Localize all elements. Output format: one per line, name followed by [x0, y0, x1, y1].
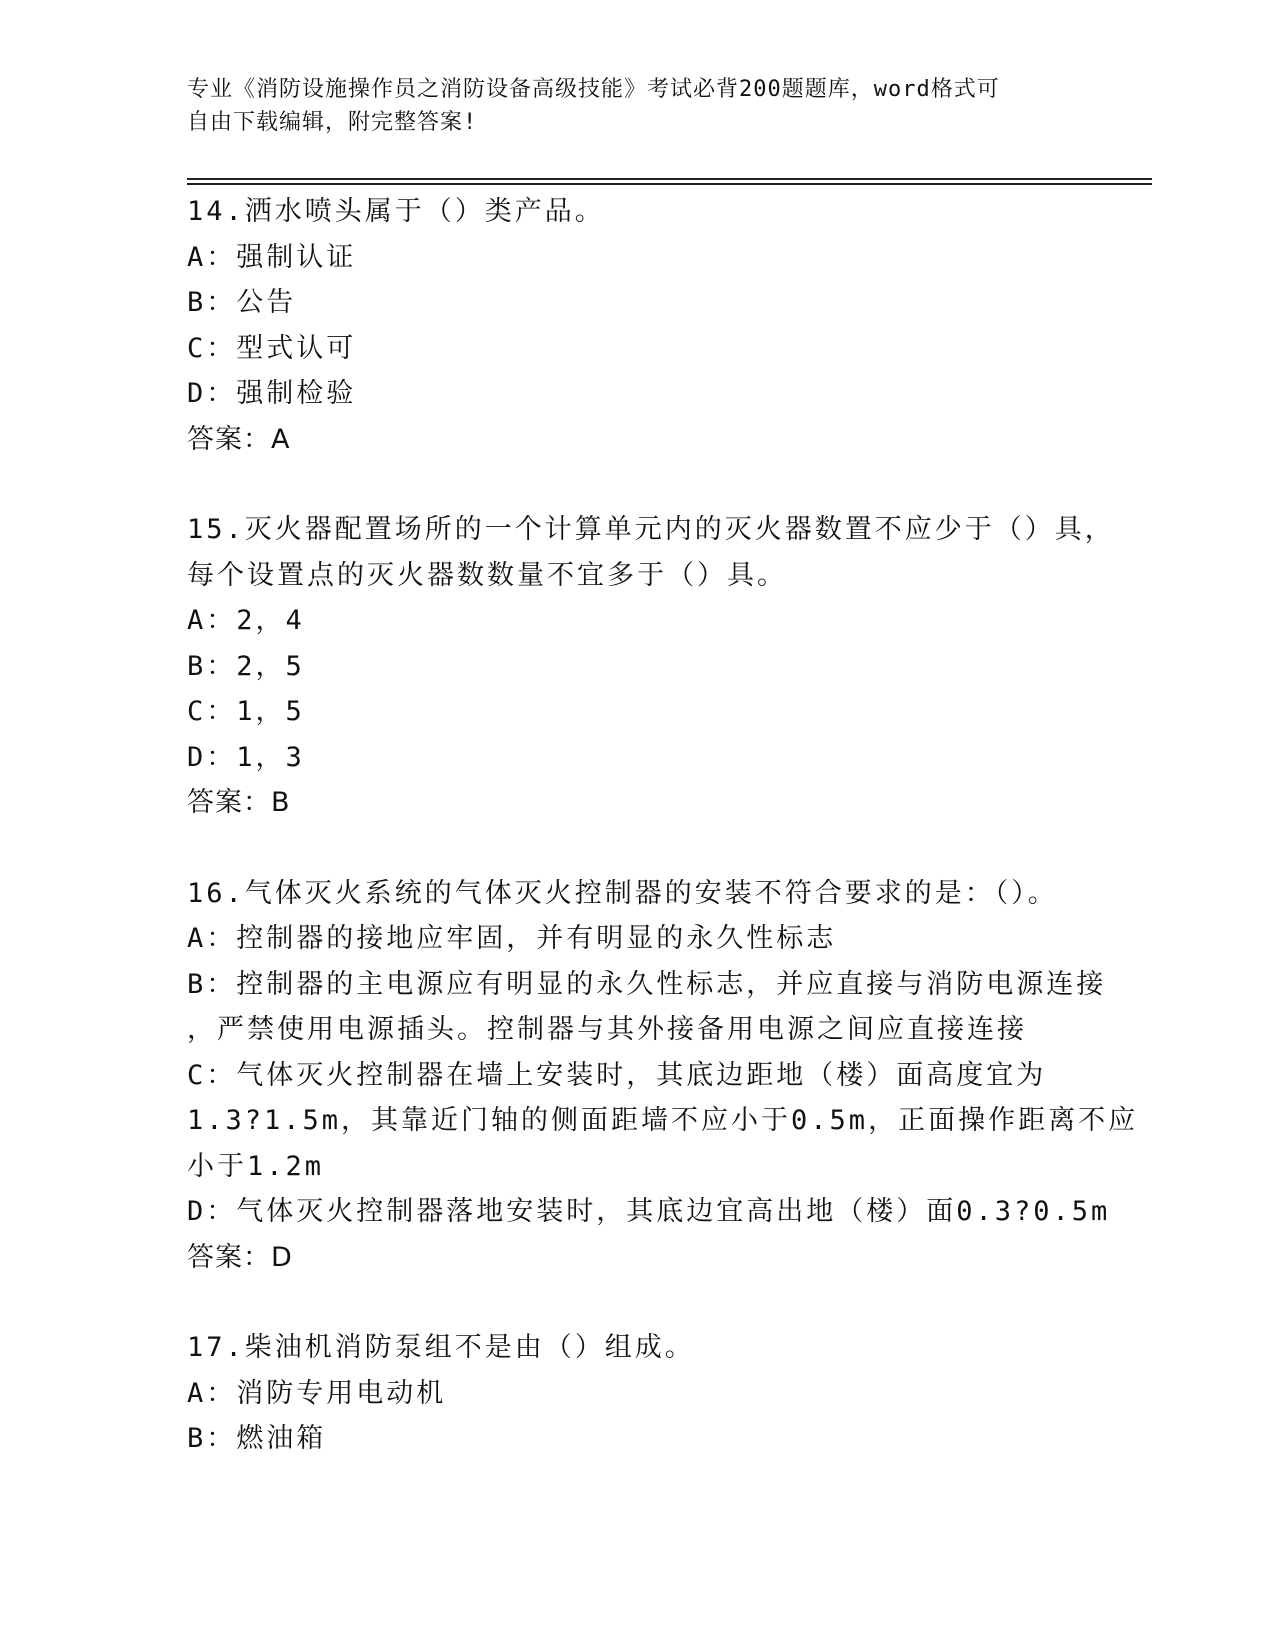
answer-option: C：1，5	[187, 696, 305, 727]
question-stem: 15.灭火器配置场所的一个计算单元内的灭火器数置不应少于（）具，	[187, 514, 1115, 545]
header-divider-top	[187, 178, 1152, 180]
question-block	[187, 507, 1115, 826]
answer-option: 小于1.2m	[187, 1150, 325, 1182]
answer-option: B：控制器的主电源应有明显的永久性标志，并应直接与消防电源连接	[187, 968, 1107, 1000]
answer-option: D：气体灭火控制器落地安装时，其底边宜高出地（楼）面0.3?0.5m	[187, 1196, 1111, 1227]
answer-option: C：气体灭火控制器在墙上安装时，其底边距地（楼）面高度宜为	[187, 1059, 1047, 1091]
answer-option: D：强制检验	[187, 378, 357, 409]
answer-option: D：1，3	[187, 741, 305, 773]
answer-option: B：2，5	[187, 650, 305, 682]
answer-option: A：强制认证	[187, 241, 357, 273]
answer-option: A：消防专用电动机	[187, 1377, 447, 1409]
question-stem: 17.柴油机消防泵组不是由（）组成。	[187, 1332, 695, 1363]
answer-option: 1.3?1.5m，其靠近门轴的侧面距墙不应小于0.5m，正面操作距离不应	[187, 1105, 1139, 1136]
question-stem: 14.洒水喷头属于（）类产品。	[187, 196, 605, 227]
question-stem: 16.气体灭火系统的气体灭火控制器的安装不符合要求的是：（）。	[187, 877, 1058, 909]
answer-key: 答案：A	[187, 423, 291, 455]
question-list	[187, 189, 1139, 1507]
question-block	[187, 1325, 1087, 1462]
question-stem: 每个设置点的灭火器数数量不宜多于（）具。	[187, 559, 787, 591]
answer-key: 答案：D	[187, 1241, 293, 1273]
question-block	[187, 189, 1087, 462]
answer-option: B：燃油箱	[187, 1423, 327, 1454]
document-header	[187, 73, 1067, 139]
answer-option: B：公告	[187, 287, 297, 318]
header-line-2: 自由下载编辑，附完整答案!	[187, 110, 478, 135]
answer-option: ，严禁使用电源插头。控制器与其外接备用电源之间应直接连接	[187, 1014, 1027, 1045]
question-block	[187, 871, 1139, 1281]
answer-option: A：控制器的接地应牢固，并有明显的永久性标志	[187, 923, 837, 954]
answer-option: A：2，4	[187, 605, 305, 636]
answer-key: 答案：B	[187, 787, 291, 818]
header-divider-bottom	[187, 183, 1152, 185]
header-line-1: 专业《消防设施操作员之消防设备高级技能》考试必背200题题库，word格式可	[187, 77, 1000, 102]
answer-option: C：型式认可	[187, 332, 357, 364]
